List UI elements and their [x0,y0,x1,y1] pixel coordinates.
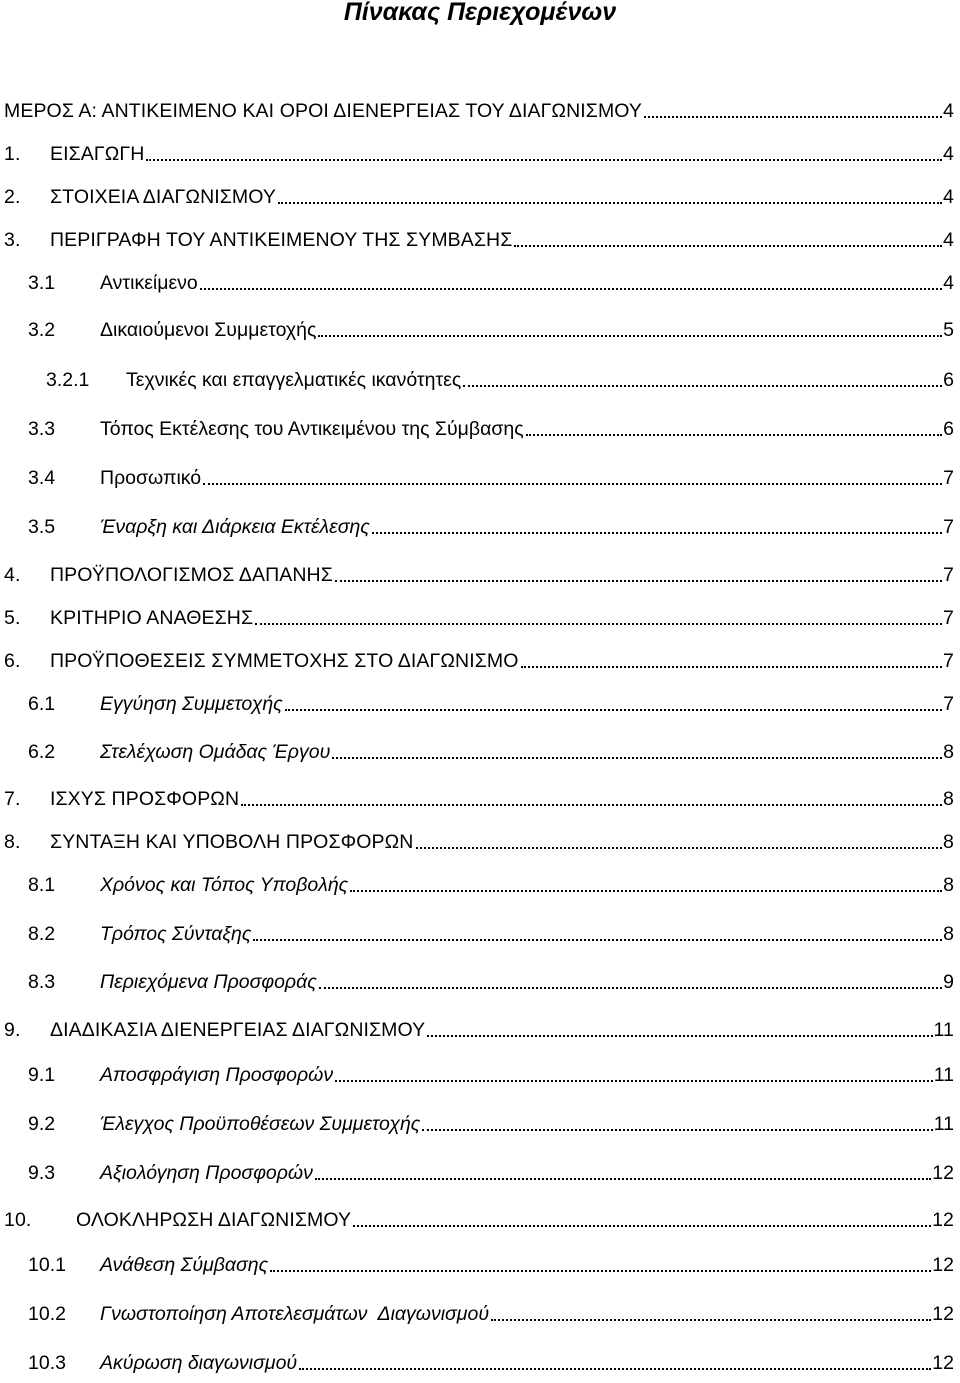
dot-leader [644,116,942,118]
dot-leader [318,335,942,337]
toc-entry-number: 9.2 [28,1113,56,1135]
toc-entry-number: 3.2.1 [46,369,90,391]
toc-entry-number: 10.1 [28,1254,66,1276]
dot-leader [372,532,942,534]
dot-leader [491,1319,931,1321]
toc-entry-page: 8 [943,874,954,896]
toc-entry-10[interactable] [4,1207,954,1233]
dot-leader [299,1368,931,1370]
toc-entry-page: 11 [933,1019,954,1041]
dot-leader [146,159,942,161]
toc-entry-3-5[interactable] [28,514,954,540]
page-title: Πίνακας Περιεχομένων [343,0,617,26]
toc-entry-number: 9.1 [28,1064,56,1086]
toc-entry-title: Αποσφράγιση Προσφορών [100,1064,334,1086]
toc-entry-page: 8 [943,831,954,853]
dot-leader [315,1178,931,1180]
toc-entry-page: 4 [943,143,954,165]
toc-entry-number: 4. [4,564,21,586]
toc-entry-number: 6.1 [28,693,56,715]
dot-leader [353,1225,931,1227]
toc-entry-page: 7 [943,564,954,586]
dot-leader [427,1035,932,1037]
toc-entry-title: Τόπος Εκτέλεσης του Αντικειμένου της Σύμβασης [100,418,524,440]
toc-entry-number: 8.3 [28,971,56,993]
toc-entry-3-4[interactable] [28,465,954,491]
toc-entry-10-3[interactable] [28,1350,954,1376]
toc-entry-title: Ανάθεση Σύμβασης [100,1254,269,1276]
toc-entry-number: 2. [4,186,21,208]
dot-leader [203,483,942,485]
toc-entry-6-2[interactable] [28,739,954,765]
toc-entry-1[interactable] [4,141,954,167]
toc-entry-title: ΠΕΡΙΓΡΑΦΗ ΤΟΥ ΑΝΤΙΚΕΙΜΕΝΟΥ ΤΗΣ ΣΥΜΒΑΣΗΣ [50,229,513,251]
toc-entry-number: 8. [4,831,21,853]
toc-entry-title: Αξιολόγηση Προσφορών [100,1162,313,1184]
toc-entry-9-3[interactable] [28,1160,954,1186]
dot-leader [278,202,942,204]
toc-entry-6-1[interactable] [28,691,954,717]
toc-entry-number: 7. [4,788,21,810]
toc-entry-page: 6 [943,418,954,440]
toc-entry-page: 7 [943,516,954,538]
toc-entry-9-2[interactable] [28,1111,954,1137]
toc-entry-number: 6. [4,650,21,672]
toc-entry-number: 6.2 [28,741,56,763]
toc-entry-title: ΣΤΟΙΧΕΙΑ ΔΙΑΓΩΝΙΣΜΟΥ [50,186,277,208]
toc-entry-5[interactable] [4,605,954,631]
toc-entry-page: 4 [943,186,954,208]
dot-leader [255,623,942,625]
toc-entry-4[interactable] [4,562,954,588]
toc-entry-number: 10.3 [28,1352,66,1374]
toc-entry-page: 6 [943,369,954,391]
toc-entry-8-3[interactable] [28,969,954,995]
dot-leader [270,1270,931,1272]
toc-entry-title: ΠΡΟΫΠΟΘΕΣΕΙΣ ΣΥΜΜΕΤΟΧΗΣ ΣΤΟ ΔΙΑΓΩΝΙΣΜΟ [50,650,519,672]
toc-entry-3-3[interactable] [28,416,954,442]
toc-entry-page: 11 [933,1064,954,1086]
toc-entry-page: 7 [943,467,954,489]
toc-entry-page: 7 [943,607,954,629]
toc-entry-7[interactable] [4,786,954,812]
toc-entry-title: Τεχνικές και επαγγελματικές ικανότητες [126,369,462,391]
toc-entry-page: 8 [943,741,954,763]
toc-entry-page: 12 [932,1303,954,1325]
toc-entry-3-2[interactable] [28,317,954,343]
toc-entry-number: 3.2 [28,319,56,341]
toc-entry-number: 8.1 [28,874,56,896]
toc-entry-page: 8 [943,923,954,945]
dot-leader [332,757,942,759]
toc-entry-page: 4 [943,100,954,122]
toc-entry-number: 3.4 [28,467,56,489]
toc-entry-page: 7 [943,693,954,715]
dot-leader [241,804,942,806]
dot-leader [253,939,942,941]
toc-entry-page: 4 [943,229,954,251]
toc-entry-10-1[interactable] [28,1252,954,1278]
toc-entry-10-2[interactable] [28,1301,954,1327]
toc-entry-title: ΣΥΝΤΑΞΗ ΚΑΙ ΥΠΟΒΟΛΗ ΠΡΟΣΦΟΡΩΝ [50,831,414,853]
dot-leader [335,580,942,582]
toc-entry-page: 8 [943,788,954,810]
toc-entry-title: Δικαιούμενοι Συμμετοχής [100,319,317,341]
toc-entry-6[interactable] [4,648,954,674]
toc-entry-number: 3.5 [28,516,56,538]
toc-entry-title: ΙΣΧΥΣ ΠΡΟΣΦΟΡΩΝ [50,788,240,810]
toc-entry-title: Ακύρωση διαγωνισμού [100,1352,298,1374]
toc-entry-2[interactable] [4,184,954,210]
toc-entry-number: 1. [4,143,21,165]
toc-entry-page: 12 [932,1352,954,1374]
dot-leader [285,709,942,711]
toc-entry-number: 5. [4,607,21,629]
toc-entry-number: 9.3 [28,1162,56,1184]
dot-leader [335,1080,933,1082]
toc-entry-title: Αντικείμενο [100,272,198,294]
dot-leader [514,245,942,247]
dot-leader [319,987,942,989]
toc-entry-title: Έλεγχος Προϋποθέσεων Συμμετοχής [100,1113,421,1135]
toc-entry-number: 10.2 [28,1303,66,1325]
toc-entry-9[interactable] [4,1017,954,1043]
toc-entry-number: 3.1 [28,272,56,294]
toc-entry-title: ΔΙΑΔΙΚΑΣΙΑ ΔΙΕΝΕΡΓΕΙΑΣ ΔΙΑΓΩΝΙΣΜΟΥ [50,1019,426,1041]
toc-entry-page: 12 [932,1162,954,1184]
dot-leader [463,385,942,387]
dot-leader [200,288,942,290]
toc-entry-number: 8.2 [28,923,56,945]
toc-entry-page: 9 [943,971,954,993]
toc-entry-page: 12 [932,1209,954,1231]
toc-entry-title: ΕΙΣΑΓΩΓΗ [50,143,145,165]
dot-leader [422,1129,932,1131]
toc-entry-title: Γνωστοποίηση Αποτελεσμάτων Διαγωνισμού [100,1303,490,1325]
toc-entry-page: 7 [943,650,954,672]
toc-entry-number: 9. [4,1019,21,1041]
toc-entry-3-1[interactable] [28,270,954,296]
toc-entry-8-2[interactable] [28,921,954,947]
toc-entry-title: ΟΛΟΚΛΗΡΩΣΗ ΔΙΑΓΩΝΙΣΜΟΥ [76,1209,352,1231]
toc-entry-page: 12 [932,1254,954,1276]
toc-entry-part-a[interactable] [4,98,954,124]
toc-entry-page: 11 [933,1113,954,1135]
toc-entry-3-2-1[interactable] [46,367,954,393]
toc-entry-title: Έναρξη και Διάρκεια Εκτέλεσης [100,516,370,538]
toc-entry-page: 4 [943,272,954,294]
toc-entry-title: ΜΕΡΟΣ Α: ΑΝΤΙΚΕΙΜΕΝΟ ΚΑΙ ΟΡΟΙ ΔΙΕΝΕΡΓΕΙΑΣ ΤΟΥ ΔΙΑΓΩΝΙΣΜΟΥ [4,100,643,122]
toc-entry-title: Προσωπικό [100,467,202,489]
toc-entry-number: 3. [4,229,21,251]
toc-entry-title: ΚΡΙΤΗΡΙΟ ΑΝΑΘΕΣΗΣ [50,607,254,629]
toc-entry-title: Εγγύηση Συμμετοχής [100,693,283,715]
toc-entry-title: Στελέχωση Ομάδας Έργου [100,741,331,763]
toc-entry-number: 3.3 [28,418,56,440]
dot-leader [521,666,943,668]
toc-entry-title: ΠΡΟΫΠΟΛΟΓΙΣΜΟΣ ΔΑΠΑΝΗΣ [50,564,333,586]
toc-entry-8-1[interactable] [28,872,954,898]
toc-entry-title: Περιεχόμενα Προσφοράς [100,971,317,993]
toc-entry-title: Τρόπος Σύνταξης [100,923,252,945]
toc-entry-8[interactable] [4,829,954,855]
toc-entry-number: 10. [4,1209,32,1231]
toc-entry-3[interactable] [4,227,954,253]
dot-leader [526,434,942,436]
dot-leader [350,890,942,892]
toc-entry-title: Χρόνος και Τόπος Υποβολής [100,874,349,896]
toc-entry-9-1[interactable] [28,1062,954,1088]
dot-leader [416,847,943,849]
toc-entry-page: 5 [943,319,954,341]
